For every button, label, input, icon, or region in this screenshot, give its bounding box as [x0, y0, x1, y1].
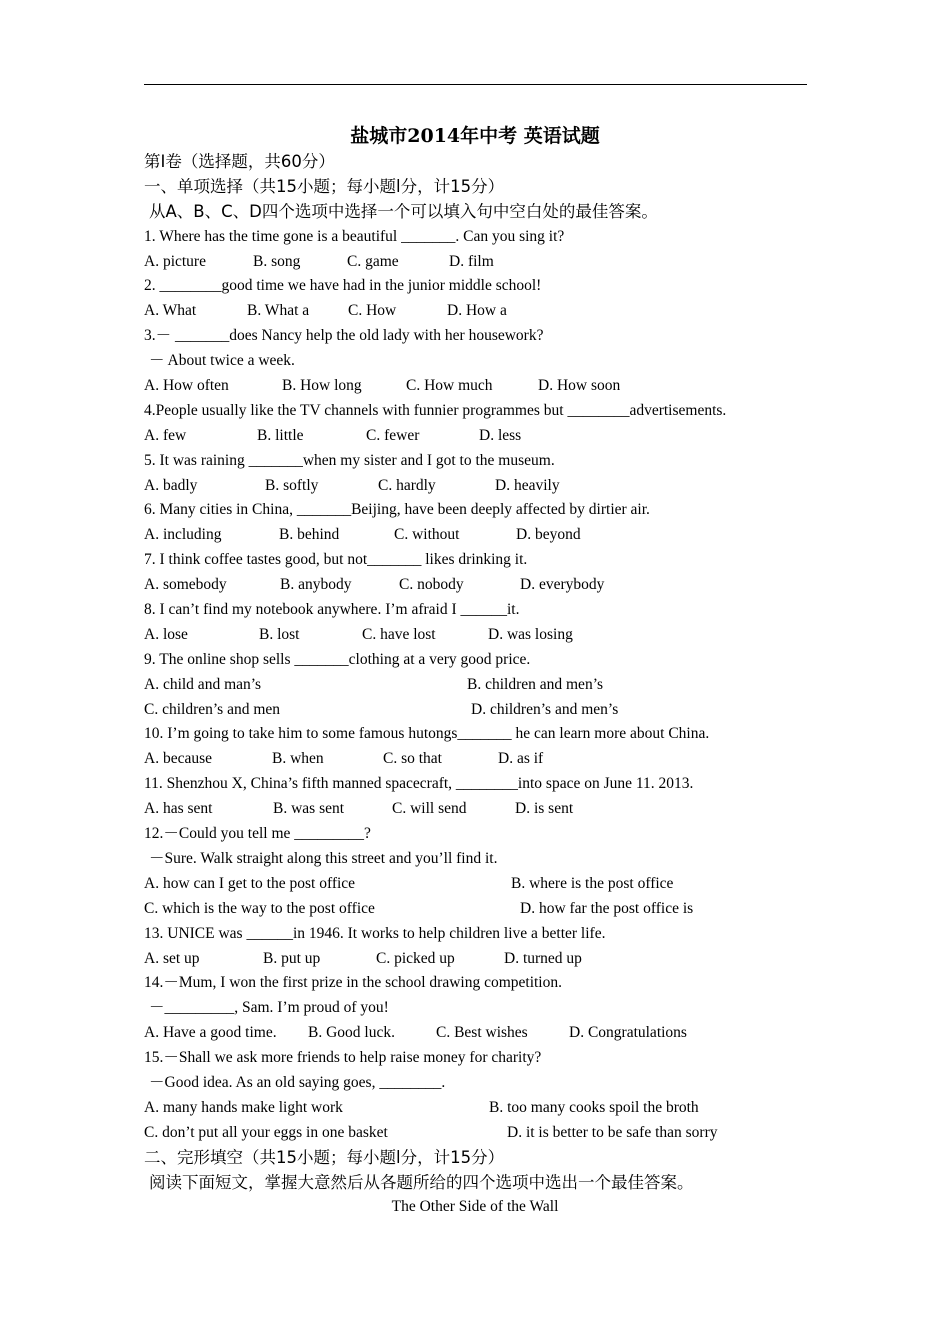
option-b: B. children and men’s	[467, 675, 604, 693]
option-b: B. put up	[263, 949, 321, 967]
option-c: C. have lost	[362, 625, 436, 643]
option-d: D. everybody	[520, 576, 605, 594]
question-5: 5. It was raining _______when my sister and I got to the museum.	[144, 451, 555, 469]
option-a: A. What	[144, 302, 197, 320]
question-4-options	[144, 424, 824, 449]
passage-title: The Other Side of the Wall	[391, 1198, 559, 1216]
option-a: A. has sent	[144, 800, 213, 818]
option-a: A. how can I get to the post office	[144, 874, 356, 892]
option-b: B. Good luck.	[308, 1024, 395, 1042]
option-d: D. how far the post office is	[520, 899, 694, 917]
option-c: C. which is the way to the post office	[144, 899, 375, 917]
question-9-options-cd	[144, 698, 824, 723]
option-a: A. child and man’s	[144, 675, 262, 693]
option-c: C. so that	[383, 750, 442, 768]
option-d: D. Congratulations	[569, 1024, 687, 1042]
option-d: D. beyond	[516, 526, 581, 544]
option-a: A. Have a good time.	[144, 1024, 277, 1042]
question-13-options	[144, 947, 824, 972]
option-b: B. was sent	[273, 800, 345, 818]
option-c: C. How	[348, 302, 397, 320]
option-b: B. behind	[279, 526, 340, 544]
header-rule	[144, 84, 807, 85]
option-a: A. How often	[144, 377, 229, 395]
option-d: D. How soon	[538, 377, 621, 395]
question-14: 14.－Mum, I won the first prize in the school drawing competition.	[144, 974, 562, 992]
question-12-options-cd	[144, 897, 824, 922]
option-c: C. How much	[406, 377, 493, 395]
option-a: A. somebody	[144, 576, 227, 594]
question-3: 3.－ _______does Nancy help the old lady with her housework?	[144, 327, 544, 345]
option-d: D. How a	[447, 302, 507, 320]
option-a: A. picture	[144, 252, 206, 270]
option-d: D. children’s and men’s	[471, 700, 619, 718]
option-b: B. song	[253, 252, 301, 270]
question-15-answer-line: －Good idea. As an old saying goes, ________.	[149, 1073, 446, 1091]
option-c: C. fewer	[366, 426, 420, 444]
question-12-options-ab	[144, 872, 824, 897]
exam-title: 盐城市2014年中考 英语试题	[350, 125, 600, 147]
option-a: A. many hands make light work	[144, 1098, 343, 1116]
option-a: A. lose	[144, 625, 188, 643]
option-b: B. anybody	[280, 576, 352, 594]
question-8: 8. I can’t find my notebook anywhere. I’m afraid I ______it.	[144, 601, 520, 619]
option-d: D. was losing	[488, 625, 573, 643]
question-10: 10. I’m going to take him to some famous hutongs_______ he can learn more about China.	[144, 725, 710, 743]
question-2: 2. ________good time we have had in the junior middle school!	[144, 277, 542, 295]
question-1: 1. Where has the time gone is a beautiful _______. Can you sing it?	[144, 227, 565, 245]
option-a: A. badly	[144, 476, 198, 494]
option-a: A. set up	[144, 949, 200, 967]
question-11: 11. Shenzhou X, China’s fifth manned spacecraft, ________into space on June 11. 2013.	[144, 775, 694, 793]
option-d: D. is sent	[515, 800, 574, 818]
section2-header: 二、完形填空（共15小题；每小题l分，计15分）	[144, 1147, 505, 1167]
option-b: B. too many cooks spoil the broth	[489, 1098, 699, 1116]
question-1-options	[144, 250, 824, 275]
question-7: 7. I think coffee tastes good, but not_______ likes drinking it.	[144, 551, 528, 569]
option-c: C. will send	[392, 800, 467, 818]
question-15-options-cd	[144, 1121, 824, 1146]
option-d: D. it is better to be safe than sorry	[507, 1123, 718, 1141]
option-d: D. film	[449, 252, 494, 270]
question-5-options	[144, 474, 824, 499]
option-b: B. when	[272, 750, 324, 768]
question-10-options	[144, 747, 824, 772]
option-c: C. without	[394, 526, 460, 544]
question-14-options	[144, 1021, 824, 1046]
option-c: C. don’t put all your eggs in one basket	[144, 1123, 388, 1141]
option-b: B. lost	[259, 625, 300, 643]
question-8-options	[144, 623, 824, 648]
section2-instruction: 阅读下面短文，掌握大意然后从各题所给的四个选项中选出一个最佳答案。	[149, 1172, 694, 1192]
option-b: B. where is the post office	[511, 874, 674, 892]
option-c: C. hardly	[378, 476, 436, 494]
question-6-options	[144, 523, 824, 548]
question-3-answer-line: － About twice a week.	[149, 352, 295, 370]
question-4: 4.People usually like the TV channels with funnier programmes but ________advertisements.	[144, 401, 727, 419]
option-c: C. Best wishes	[436, 1024, 528, 1042]
question-15-options-ab	[144, 1096, 824, 1121]
question-11-options	[144, 797, 824, 822]
question-9: 9. The online shop sells _______clothing at a very good price.	[144, 650, 531, 668]
question-14-answer-line: －_________, Sam. I’m proud of you!	[149, 999, 389, 1017]
option-d: D. turned up	[504, 949, 582, 967]
question-15: 15.－Shall we ask more friends to help raise money for charity?	[144, 1049, 542, 1067]
option-c: C. children’s and men	[144, 700, 281, 718]
question-6: 6. Many cities in China, _______Beijing, have been deeply affected by dirtier air.	[144, 501, 650, 519]
option-b: B. softly	[265, 476, 319, 494]
section1-instruction: 从A、B、C、D四个选项中选择一个可以填入句中空白处的最佳答案。	[149, 201, 658, 221]
option-d: D. less	[479, 426, 522, 444]
option-b: B. little	[257, 426, 304, 444]
option-d: D. as if	[498, 750, 544, 768]
section1-header: 一、单项选择（共15小题；每小题l分，计15分）	[144, 176, 505, 196]
question-12-answer-line: －Sure. Walk straight along this street and you’ll find it.	[149, 849, 498, 867]
option-c: C. game	[347, 252, 399, 270]
question-12: 12.－Could you tell me _________?	[144, 825, 371, 843]
exam-content	[144, 150, 824, 1220]
question-3-options	[144, 374, 824, 399]
option-b: B. How long	[282, 377, 362, 395]
option-a: A. including	[144, 526, 222, 544]
option-a: A. few	[144, 426, 187, 444]
question-7-options	[144, 573, 824, 598]
option-a: A. because	[144, 750, 212, 768]
option-c: C. nobody	[399, 576, 464, 594]
option-c: C. picked up	[376, 949, 455, 967]
question-2-options	[144, 299, 824, 324]
option-b: B. What a	[247, 302, 310, 320]
part1-header: 第I卷（选择题，共60分）	[144, 152, 335, 171]
option-d: D. heavily	[495, 476, 560, 494]
question-9-options-ab	[144, 673, 824, 698]
question-13: 13. UNICE was ______in 1946. It works to help children live a better life.	[144, 924, 606, 942]
